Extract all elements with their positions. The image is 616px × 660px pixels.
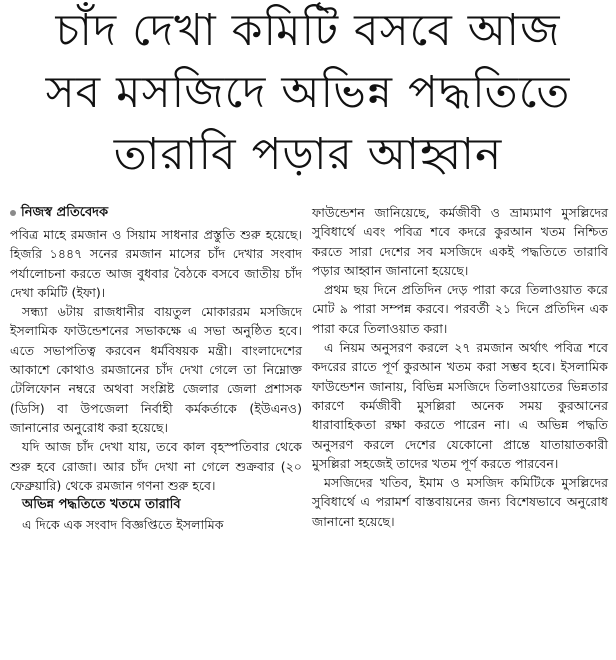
subheading: অভিন্ন পদ্ধতিতে খতমে তারাবি bbox=[22, 497, 181, 513]
paragraph: প্রথম ছয় দিনে প্রতিদিন দেড় পারা করে তিলাওয়াত করে মোট ৯ পারা সম্পন্ন করবে। পরবর্তী ২১ দিনে প্রতিদিন এক পারা করে তিলাওয়াত করা। bbox=[312, 282, 608, 336]
byline bbox=[10, 203, 302, 222]
article-right-column bbox=[312, 203, 608, 531]
paragraph: সন্ধ্যা ৬টায় রাজধানীর বায়তুল মোকাররম মসজিদে ইসলামিক ফাউন্ডেশনের সভাকক্ষে এ সভা অনুষ্ঠিত হবে। এতে সভাপতিত্ব করবেন ধর্মবিষয়ক মন্ত্রী। বাংলাদেশের আকাশে কোথাও রমজানের চাঁদ দেখা গেলে তা নিম্নোক্ত টেলিফোন নম্বরে অথবা সংশ্লিষ্ট জেলার জেলা প্রশাসক (ডিসি) বা উপজেলা নির্বাহী কর্মকর্তাকে (ইউএনও) জানানোর অনুরোধ করা হয়েছে। bbox=[10, 304, 302, 435]
headline-line-2: সব মসজিদে অভিন্ন পদ্ধতিতে bbox=[45, 67, 571, 118]
bullet-icon bbox=[10, 210, 16, 216]
byline-text: নিজস্ব প্রতিবেদক bbox=[21, 205, 109, 220]
paragraph: যদি আজ চাঁদ দেখা যায়, তবে কাল বৃহস্পতিবার থেকে শুরু হবে রোজা। আর চাঁদ দেখা না গেলে শুক্রবার (২০ ফেব্রুয়ারি) থেকে রমজান গণনা শুরু হবে। bbox=[10, 439, 302, 493]
paragraph: এ নিয়ম অনুসরণ করলে ২৭ রমজান অর্থাৎ পবিত্র শবে কদরের রাতে পূর্ণ কুরআন খতম করা সম্ভব হবে। ইসলামিক ফাউন্ডেশন জানায়, বিভিন্ন মসজিদে তিলাওয়াতের ভিন্নতার কারণে কর্মজীবী মুসল্লিরা অনেক সময় কুরআনের ধারাবাহিকতা রক্ষা করতে পারেন না। এ অভিন্ন পদ্ধতি অনুসরণ করলে দেশের যেকোনো প্রান্তে যাতায়াতকারী মুসল্লিরা সহজেই তাদের খতম পূর্ণ করতে পারবেন। bbox=[312, 340, 608, 471]
paragraph: ফাউন্ডেশন জানিয়েছে, কর্মজীবী ও ভ্রাম্যমাণ মুসল্লিদের সুবিধার্থে এবং পবিত্র শবে কদরে কুরআন খতম নিশ্চিত করতে সারা দেশের সব মসজিদে একই পদ্ধতিতে তারাবি পড়ার আহ্বান জানানো হয়েছে। bbox=[312, 205, 608, 278]
headline bbox=[0, 0, 616, 200]
paragraph: এ দিকে এক সংবাদ বিজ্ঞপ্তিতে ইসলামিক bbox=[22, 517, 224, 533]
article-left-column bbox=[10, 203, 302, 534]
headline-line-3: তারাবি পড়ার আহ্বান bbox=[113, 129, 503, 180]
paragraph: মসজিদের খতিব, ইমাম ও মসজিদ কমিটিকে মুসল্লিদের সুবিধার্থে এ পরামর্শ বাস্তবায়নের জন্য বিশেষভাবে অনুরোধ জানানো হয়েছে। bbox=[312, 475, 608, 529]
headline-line-1: চাঁদ দেখা কমিটি বসবে আজ bbox=[55, 5, 561, 56]
paragraph: পবিত্র মাহে রমজান ও সিয়াম সাধনার প্রস্তুতি শুরু হয়েছে। হিজরি ১৪৪৭ সনের রমজান মাসের চাঁদ দেখার সংবাদ পর্যালোচনা করতে আজ বুধবার বৈঠকে বসবে জাতীয় চাঁদ দেখা কমিটি (ইফা)। bbox=[10, 227, 302, 300]
